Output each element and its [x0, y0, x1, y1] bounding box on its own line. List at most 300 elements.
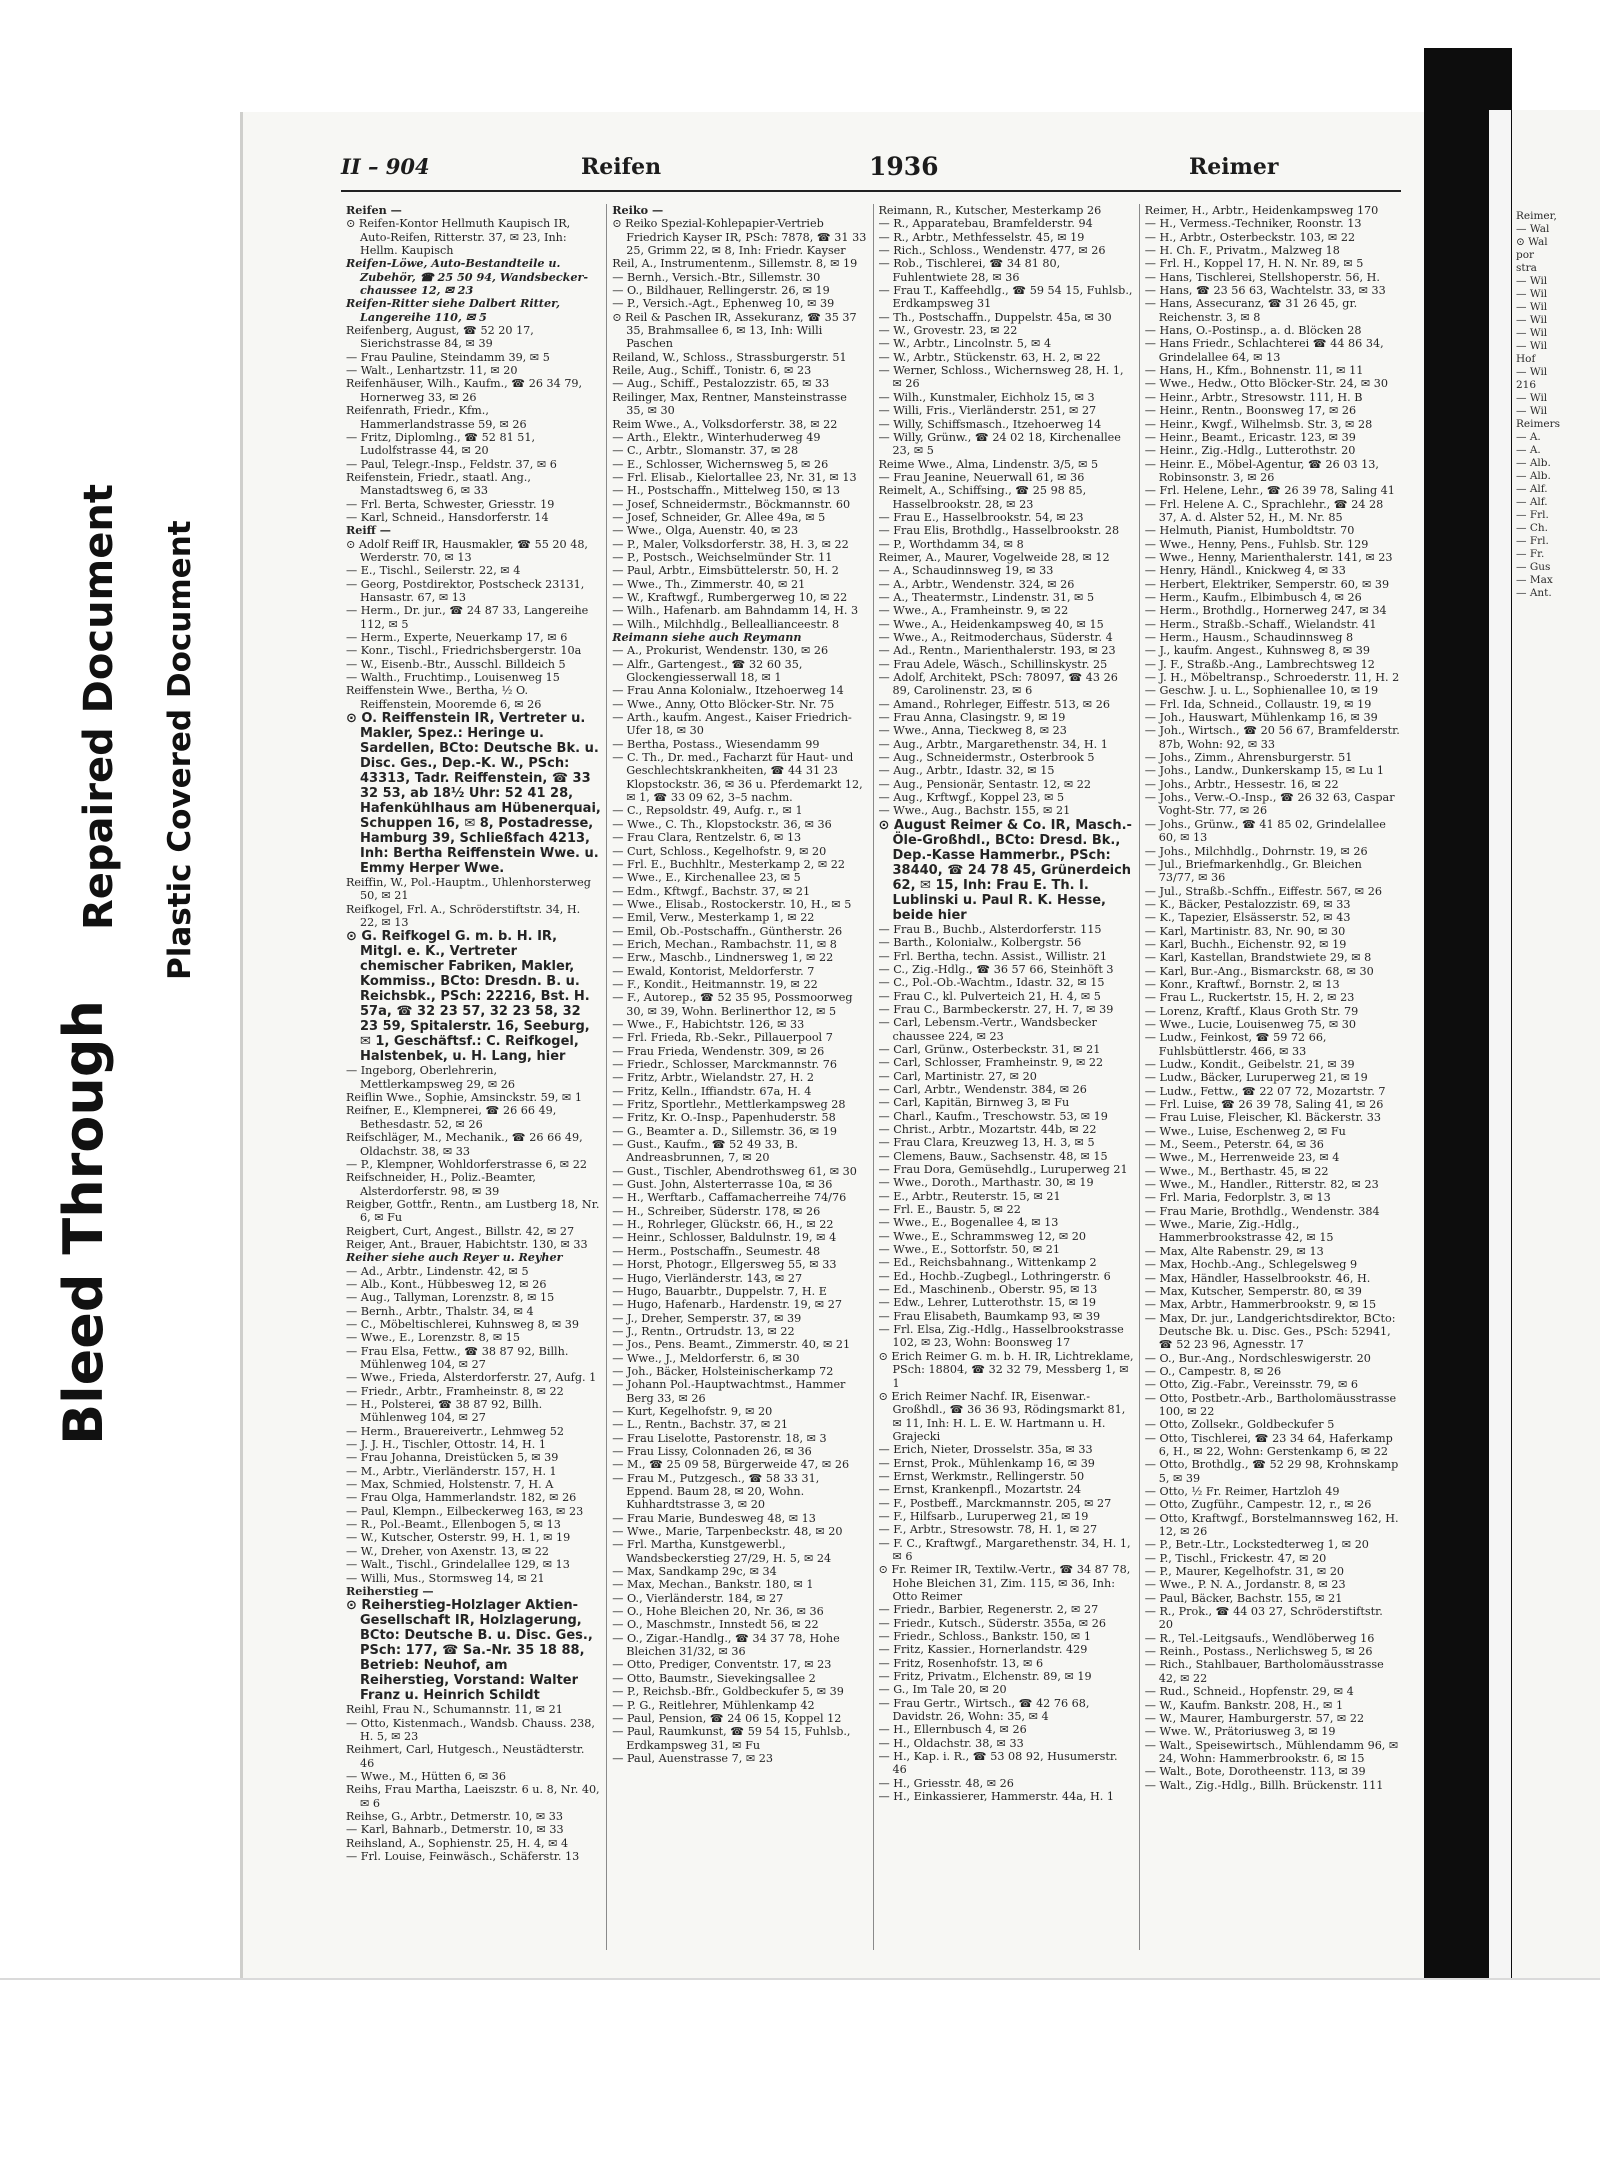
directory-entry: — Aug., Pensionär, Sentastr. 12, ✉ 22 — [878, 777, 1092, 791]
scan-bottom-edge — [0, 1978, 1600, 1980]
directory-entry: — Bernh., Versich.-Btr., Sillemstr. 30 — [612, 270, 821, 284]
directory-entry: ⊙ Adolf Reiff IR, Hausmakler, ☎ 55 20 48, Werderstr. 70, ✉ 13 — [346, 537, 588, 564]
directory-entry: — Frl. Elsa, Zig.-Hdlg., Hasselbrookstrasse 102, ✉ 23, Wohn: Boonsweg 17 — [878, 1323, 1124, 1350]
directory-entry: — Otto, Zugführ., Campestr. 12, r., ✉ 26 — [1144, 1498, 1372, 1512]
directory-entry: ⊙ Erich Reimer Nachf. IR, Eisenwar.-Großhdl., ☎ 36 36 93, Rödingsmarkt 81, ✉ 11, Inh: H. L. E. W. Hartmann u. H. Grajecki — [878, 1389, 1126, 1443]
directory-entry: — Frau Anna Kolonialw., Itzehoerweg 14 — [612, 684, 844, 698]
directory-entry: — Hugo, Vierländerstr. 143, ✉ 27 — [612, 1271, 803, 1285]
directory-entry: — Paul, Telegr.-Insp., Feldstr. 37, ✉ 6 — [346, 457, 557, 471]
header-first-name: Reifen — [581, 154, 662, 180]
adjacent-fragment-line: — A. — [1516, 431, 1541, 443]
directory-entry: — Johs., Verw.-O.-Insp., ☎ 26 32 63, Caspar Voght-Str. 77, ✉ 26 — [1144, 791, 1395, 818]
directory-entry: — A., Theatermstr., Lindenstr. 31, ✉ 5 — [878, 590, 1095, 604]
directory-entry: — Emil, Ob.-Postschaffn., Güntherstr. 26 — [612, 924, 843, 938]
directory-entry: — Wwe., M., Hütten 6, ✉ 36 — [346, 1769, 506, 1783]
directory-entry: — P., Worthdamm 34, ✉ 8 — [878, 537, 1024, 551]
directory-entry: — Aug., Schiff., Pestalozzistr. 65, ✉ 33 — [612, 377, 830, 391]
directory-entry: Reiland, W., Schloss., Strassburgerstr. 51 — [612, 350, 847, 364]
directory-entry: — H., Oldachstr. 38, ✉ 33 — [878, 1736, 1024, 1750]
directory-entry: — Max, Schmied, Holstenstr. 7, H. A — [346, 1478, 554, 1492]
directory-entry: — Helmuth, Pianist, Humboldtstr. 70 — [1144, 524, 1355, 538]
directory-entry: — Frl. H., Koppel 17, H. N. Nr. 89, ✉ 5 — [1144, 257, 1364, 271]
directory-entry: — Wilh., Kunstmaler, Eichholz 15, ✉ 3 — [878, 390, 1095, 404]
directory-entry: — J., kaufm. Angest., Kuhnsweg 8, ✉ 39 — [1144, 644, 1371, 658]
directory-entry: — Herm., Brauereivertr., Lehmweg 52 — [346, 1424, 564, 1438]
directory-entry: — Wwe., M., Herrenweide 23, ✉ 4 — [1144, 1151, 1340, 1165]
directory-entry: — Otto, Kistenmach., Wandsb. Chauss. 238, H. 5, ✉ 23 — [346, 1716, 595, 1743]
directory-entry: — Ernst, Prok., Mühlenkamp 16, ✉ 39 — [878, 1456, 1095, 1470]
directory-entry: — Aug., Krftwgf., Koppel 23, ✉ 5 — [878, 791, 1065, 805]
directory-entry: Reiffin, W., Pol.-Hauptm., Uhlenhorsterweg 50, ✉ 21 — [346, 876, 591, 903]
directory-entry: — Max, Alte Rabenstr. 29, ✉ 13 — [1144, 1244, 1324, 1258]
directory-entry: — E., Arbtr., Reuterstr. 15, ✉ 21 — [878, 1189, 1061, 1203]
directory-entry: — P. G., Reitlehrer, Mühlenkamp 42 — [612, 1698, 815, 1712]
directory-entry: — Otto, Brothdlg., ☎ 52 29 98, Krohnskamp 5, ✉ 39 — [1144, 1458, 1399, 1485]
directory-entry: — Carl, Arbtr., Wendenstr. 384, ✉ 26 — [878, 1082, 1087, 1096]
directory-entry: — W., Arbtr., Stückenstr. 63, H. 2, ✉ 22 — [878, 350, 1101, 364]
adjacent-fragment-line: Reimer, — [1516, 210, 1557, 222]
directory-entry: — K., Tapezier, Elsässerstr. 52, ✉ 43 — [1144, 911, 1351, 925]
directory-entry: — Frau T., Kaffeehdlg., ☎ 59 54 15, Fuhlsb., Erdkampsweg 31 — [878, 284, 1133, 311]
directory-entry: Reifschläger, M., Mechanik., ☎ 26 66 49, Oldachstr. 38, ✉ 33 — [346, 1131, 583, 1158]
directory-entry: — Wwe., Elisab., Rostockerstr. 10, H., ✉ 5 — [612, 897, 852, 911]
directory-entry: — H., Polsterei, ☎ 38 87 92, Billh. Mühlenweg 104, ✉ 27 — [346, 1398, 543, 1425]
directory-entry: Reihmert, Carl, Hutgesch., Neustädterstr. 46 — [346, 1743, 585, 1770]
directory-entry: — Otto, ½ Fr. Reimer, Hartzloh 49 — [1144, 1485, 1340, 1498]
directory-entry: — Karl, Bahnarb., Detmerstr. 10, ✉ 33 — [346, 1823, 564, 1837]
directory-entry: — Heinr., Beamt., Ericastr. 123, ✉ 39 — [1144, 430, 1356, 444]
adjacent-fragment-line: — Wil — [1516, 275, 1548, 287]
directory-entry: — Frau L., Ruckertstr. 15, H. 2, ✉ 23 — [1144, 991, 1355, 1005]
directory-entry: — Frl. Maria, Fedorplstr. 3, ✉ 13 — [1144, 1191, 1331, 1205]
directory-entry: — Carl, Kapitän, Birnweg 3, ✉ Fu — [878, 1096, 1070, 1110]
directory-entry: Reime Wwe., Alma, Lindenstr. 3/5, ✉ 5 — [878, 457, 1099, 471]
directory-entry: — Frau Frieda, Wendenstr. 309, ✉ 26 — [612, 1044, 825, 1058]
directory-entry: — Joh., Hauswart, Mühlenkamp 16, ✉ 39 — [1144, 711, 1378, 725]
directory-entry: — Ed., Maschinenb., Oberstr. 95, ✉ 13 — [878, 1283, 1098, 1297]
directory-entry: — P., Maler, Volksdorferstr. 38, H. 3, ✉ 22 — [612, 537, 849, 551]
adjacent-fragment-line: ⊙ Wal — [1516, 236, 1548, 248]
directory-entry: ⊙ Reiko Spezial-Kohlepapier-Vertrieb Friedrich Kayser IR, PSch: 7878, ☎ 31 33 25, Grimm 22, ✉ 8, Inh: Friedr. Kayser — [612, 217, 867, 258]
directory-entry: — Herm., Brothdlg., Hornerweg 247, ✉ 34 — [1144, 604, 1387, 618]
directory-entry: — Rud., Schneid., Hopfenstr. 29, ✉ 4 — [1144, 1685, 1354, 1699]
directory-entry: — Frl. E., Baustr. 5, ✉ 22 — [878, 1203, 1021, 1217]
adjacent-fragment-line: — Alf. — [1516, 483, 1548, 495]
directory-entry: — Bertha, Postass., Wiesendamm 99 — [612, 737, 820, 751]
header-year: 1936 — [869, 152, 939, 181]
directory-entry: — Bernh., Arbtr., Thalstr. 34, ✉ 4 — [346, 1304, 534, 1318]
directory-entry: — Otto, Zollsekr., Goldbeckufer 5 — [1144, 1418, 1335, 1432]
directory-entry: — Alb., Kont., Hübbesweg 12, ✉ 26 — [346, 1277, 547, 1291]
directory-entry: — Wwe., Frieda, Alsterdorferstr. 27, Aufg. 1 — [346, 1371, 597, 1385]
directory-entry: — Herm., Straßb.-Schaff., Wielandstr. 41 — [1144, 617, 1377, 631]
directory-entry: — Hans, H., Kfm., Bohnenstr. 11, ✉ 11 — [1144, 364, 1364, 378]
directory-entry: — Gust., Tischler, Abendrothsweg 61, ✉ 30 — [612, 1164, 857, 1178]
directory-entry: — M., Seem., Peterstr. 64, ✉ 36 — [1144, 1138, 1324, 1152]
directory-entry: Reifkogel, Frl. A., Schröderstiftstr. 34, H. 22, ✉ 13 — [346, 902, 581, 930]
directory-entry: — Frau Clara, Rentzelstr. 6, ✉ 13 — [612, 831, 802, 845]
directory-entry: — Horst, Photogr., Ellgersweg 55, ✉ 33 — [612, 1258, 837, 1272]
directory-entry: Reifen-Löwe, Auto-Bestandteile u. Zubehör, ☎ 25 50 94, Wandsbecker-chaussee 12, ✉ 23 — [346, 256, 589, 298]
directory-entry: — Max, Dr. jur., Landgerichtsdirektor, BCto: Deutsche Bk. u. Disc. Ges., PSch: 52941, ☎ 52 23 96, Agnesstr. 17 — [1144, 1311, 1396, 1352]
directory-entry: Reiherstieg — — [346, 1583, 434, 1598]
directory-entry: — Paul, Auenstrasse 7, ✉ 23 — [612, 1751, 774, 1765]
directory-entry: — Frau Lissy, Colonnaden 26, ✉ 36 — [612, 1444, 812, 1458]
directory-entry: — Aug., Tallyman, Lorenzstr. 8, ✉ 15 — [346, 1291, 555, 1305]
column-1 — [341, 204, 607, 1950]
directory-entry: — O., Bur.-Ang., Nordschleswigerstr. 20 — [1144, 1351, 1371, 1365]
directory-entry: — P., Reichsb.-Bfr., Goldbeckufer 5, ✉ 39 — [612, 1685, 844, 1699]
directory-entry: — Ed., Reichsbahnang., Wittenkamp 2 — [878, 1256, 1097, 1270]
directory-entry: Reimer, H., Arbtr., Heidenkampsweg 170 — [1144, 204, 1379, 217]
directory-entry: — R., Prok., ☎ 44 03 27, Schröderstiftstr. 20 — [1144, 1605, 1383, 1632]
directory-entry: — E., Tischl., Seilerstr. 22, ✉ 4 — [346, 564, 521, 578]
directory-entry: — H., Werftarb., Caffamacherreihe 74/76 — [612, 1191, 847, 1205]
directory-entry: — Walt., Lenhartzstr. 11, ✉ 20 — [346, 364, 518, 378]
directory-entry: Reimann, R., Kutscher, Mesterkamp 26 — [878, 204, 1102, 217]
directory-entry: — W., Arbtr., Lincolnstr. 5, ✉ 4 — [878, 337, 1052, 351]
adjacent-fragment-line: — A. — [1516, 444, 1541, 456]
directory-entry: — Frau Olga, Hammerlandstr. 182, ✉ 26 — [346, 1491, 577, 1505]
directory-entry: — Heinr., Kwgf., Wilhelmsb. Str. 3, ✉ 28 — [1144, 417, 1373, 431]
directory-entry: — F. C., Kraftwgf., Margarethenstr. 34, H. 1, ✉ 6 — [878, 1536, 1131, 1563]
directory-entry: — Wwe., E., Schrammsweg 12, ✉ 20 — [878, 1229, 1086, 1243]
directory-entry: — F., Postbeff., Marckmannstr. 205, ✉ 27 — [878, 1496, 1112, 1510]
directory-entry: — Heinr., Arbtr., Stresowstr. 111, H. B — [1144, 390, 1363, 404]
directory-entry: — Friedr., Barbier, Regenerstr. 2, ✉ 27 — [878, 1603, 1099, 1617]
directory-entry: — F., Autorep., ☎ 52 35 95, Possmoorweg 30, ✉ 39, Wohn. Berlinerthor 12, ✉ 5 — [612, 991, 853, 1018]
directory-entry: — Paul, Bäcker, Bachstr. 155, ✉ 21 — [1144, 1591, 1343, 1605]
directory-entry: — Fritz, Kassier., Hornerlandstr. 429 — [878, 1643, 1088, 1657]
directory-entry: — Frl. Bertha, techn. Assist., Willistr. 21 — [878, 949, 1107, 963]
directory-entry: Reifen — — [346, 204, 402, 217]
directory-entry: — O., Zigar.-Handlg., ☎ 34 37 78, Hohe Bleichen 31/32, ✉ 36 — [612, 1631, 840, 1659]
directory-entry: — C., Arbtr., Slomanstr. 37, ✉ 28 — [612, 444, 799, 458]
directory-entry: — P., Postsch., Weichselmünder Str. 11 — [612, 550, 833, 564]
adjacent-fragment-line: — Max — [1516, 574, 1553, 586]
directory-entry: — Georg, Postdirektor, Postscheck 23131, Hansastr. 67, ✉ 13 — [346, 577, 585, 604]
directory-entry: — Rich., Stahlbauer, Bartholomäusstrasse 42, ✉ 22 — [1144, 1658, 1384, 1685]
directory-entry: — Heinr., Rentn., Boonsweg 17, ✉ 26 — [1144, 404, 1357, 418]
adjacent-fragment-line: — Ant. — [1516, 587, 1552, 599]
directory-entry: — P., Versich.-Agt., Ephenweg 10, ✉ 39 — [612, 297, 835, 311]
directory-entry: — H., Kap. i. R., ☎ 53 08 92, Husumerstr. 46 — [878, 1750, 1118, 1777]
adjacent-fragment-line: — Wil — [1516, 340, 1548, 352]
directory-entry: — W., Kutscher, Osterstr. 99, H. 1, ✉ 19 — [346, 1531, 571, 1545]
directory-entry: — H., Arbtr., Osterbeckstr. 103, ✉ 22 — [1144, 230, 1356, 244]
directory-entry: — Wwe., A., Heidenkampsweg 40, ✉ 15 — [878, 617, 1104, 631]
directory-entry: — J. H., Möbeltransp., Schroederstr. 11, H. 2 — [1144, 671, 1400, 685]
directory-entry: — Herm., Experte, Neuerkamp 17, ✉ 6 — [346, 631, 568, 644]
directory-entry: — Ludw., Fettw., ☎ 22 07 72, Mozartstr. 7 — [1144, 1084, 1386, 1098]
directory-entry: — Wwe., Th., Zimmerstr. 40, ✉ 21 — [612, 577, 806, 591]
directory-entry: — Edw., Lehrer, Lutterothstr. 15, ✉ 19 — [878, 1296, 1096, 1310]
directory-entry: — Frau C., kl. Pulverteich 21, H. 4, ✉ 5 — [878, 989, 1101, 1003]
directory-entry: — Frau B., Buchb., Alsterdorferstr. 115 — [878, 922, 1102, 936]
adjacent-fragment-line: 216 — [1516, 379, 1537, 391]
directory-entry: — P., Klempner, Wohldorferstrasse 6, ✉ 22 — [346, 1157, 587, 1171]
directory-entry: — Friedr., Schlosser, Marckmannstr. 76 — [612, 1058, 837, 1071]
directory-entry: — Otto, Tischlerei, ☎ 23 34 64, Haferkamp 6, H., ✉ 22, Wohn: Gerstenkamp 6, ✉ 22 — [1144, 1431, 1393, 1458]
adjacent-page-text — [1512, 110, 1600, 600]
directory-entry: — A., Prokurist, Wendenstr. 130, ✉ 26 — [612, 644, 829, 658]
directory-entry: — Friedr., Kutsch., Süderstr. 355a, ✉ 26 — [878, 1616, 1106, 1630]
directory-entry: — Friedr., Arbtr., Framheinstr. 8, ✉ 22 — [346, 1384, 564, 1398]
directory-entry: — P., Tischl., Frickestr. 47, ✉ 20 — [1144, 1551, 1327, 1565]
directory-entry: — Erich, Nieter, Drosselstr. 35a, ✉ 33 — [878, 1443, 1093, 1457]
directory-entry: — Walt., Tischl., Grindelallee 129, ✉ 13 — [346, 1558, 570, 1572]
directory-entry: — W., Dreher, von Axenstr. 13, ✉ 22 — [346, 1544, 549, 1558]
directory-entry: — R., Apparatebau, Bramfelderstr. 94 — [878, 217, 1093, 231]
directory-entry: Reihs, Frau Martha, Laeiszstr. 6 u. 8, Nr. 40, ✉ 6 — [346, 1783, 600, 1810]
adjacent-fragment-line: — Alb. — [1516, 470, 1551, 482]
directory-entry: — Walt., Bote, Dorotheenstr. 113, ✉ 39 — [1144, 1765, 1366, 1779]
directory-entry: — Karl, Schneid., Hansdorferstr. 14 — [346, 510, 549, 524]
directory-entry: — Wwe., Hedw., Otto Blöcker-Str. 24, ✉ 30 — [1144, 377, 1388, 391]
directory-entry: — Jul., Straßb.-Schffn., Eiffestr. 567, ✉ 26 — [1144, 884, 1382, 898]
adjacent-fragment-line: — Gus — [1516, 561, 1551, 573]
directory-entry: — Carl, Martinistr. 27, ✉ 20 — [878, 1069, 1037, 1083]
directory-entry: — Aug., Schneidermstr., Osterbrook 5 — [878, 751, 1095, 765]
directory-entry: Reigber, Gottfr., Rentn., am Lustberg 18, Nr. 6, ✉ Fu — [346, 1197, 600, 1225]
directory-entry: — Gust. John, Alsterterrasse 10a, ✉ 36 — [612, 1178, 833, 1192]
directory-entry: — Carl, Lebensm.-Vertr., Wandsbecker chaussee 224, ✉ 23 — [878, 1016, 1097, 1043]
directory-entry: — O., Vierländerstr. 184, ✉ 27 — [612, 1591, 784, 1605]
directory-entry: — Erw., Maschb., Lindnersweg 1, ✉ 22 — [612, 951, 834, 965]
directory-entry: — Max, Händler, Hasselbrookstr. 46, H. — [1144, 1271, 1371, 1285]
directory-entry: — Wwe., Lucie, Louisenweg 75, ✉ 30 — [1144, 1017, 1357, 1031]
directory-entry: Reimelt, A., Schiffsing., ☎ 25 98 85, Hasselbrookstr. 28, ✉ 23 — [878, 484, 1087, 511]
directory-entry: Reile, Aug., Schiff., Tonistr. 6, ✉ 23 — [612, 364, 812, 378]
directory-entry: Reifenberg, August, ☎ 52 20 17, Sierichstrasse 84, ✉ 39 — [346, 324, 534, 351]
directory-entry: — Ad., Rentn., Marienthalerstr. 193, ✉ 23 — [878, 644, 1116, 658]
directory-entry: — Frau Elsa, Fettw., ☎ 38 87 92, Billh. Mühlenweg 104, ✉ 27 — [346, 1344, 569, 1371]
directory-entry: — Hans Friedr., Schlachterei ☎ 44 86 34, Grindelallee 64, ✉ 13 — [1144, 337, 1384, 364]
directory-entry: — W., Grovestr. 23, ✉ 22 — [878, 324, 1018, 338]
directory-entry: — Ludw., Kondit., Geibelstr. 21, ✉ 39 — [1144, 1058, 1355, 1071]
directory-entry: — Ludw., Feinkost, ☎ 59 72 66, Fuhlsbüttlerstr. 466, ✉ 33 — [1144, 1031, 1327, 1058]
directory-entry: — Max, Mechan., Bankstr. 180, ✉ 1 — [612, 1578, 814, 1592]
directory-entry: — Wwe., Aug., Bachstr. 155, ✉ 21 — [878, 804, 1071, 818]
directory-entry: — Wwe., E., Lorenzstr. 8, ✉ 15 — [346, 1331, 521, 1345]
directory-entry: — Lorenz, Kraftf., Klaus Groth Str. 79 — [1144, 1004, 1359, 1018]
directory-entry: — L., Rentn., Bachstr. 37, ✉ 21 — [612, 1418, 789, 1432]
directory-entry: ⊙ G. Reifkogel G. m. b. H. IR, Mitgl. e. K., Vertreter chemischer Fabriken, Makler, Kommiss., BCto: Dresdn. B. u. Reichsbk., PSch: 22216, Bst. H. 57a, ☎ 32 23 57, 32 23 58, 32 23 59, Spitalerstr. 16, Seeburg, ✉ 1, Geschäftsf.: C. Reifkogel, Halstenbek, u. H. Lang, hier — [346, 929, 590, 1065]
directory-entry: — Emil, Verw., Mesterkamp 1, ✉ 22 — [612, 911, 815, 925]
directory-entry: — Max, Sandkamp 29c, ✉ 34 — [612, 1565, 777, 1579]
directory-entry: — C., Repsoldstr. 49, Aufg. r., ✉ 1 — [612, 804, 803, 818]
directory-entry: Reifner, E., Klempnerei, ☎ 26 66 49, Bethesdastr. 52, ✉ 26 — [346, 1104, 557, 1131]
directory-entry: — Frau C., Barmbeckerstr. 27, H. 7, ✉ 39 — [878, 1002, 1114, 1016]
adjacent-page-fragment — [1512, 110, 1600, 1978]
directory-entry: — F., Kondit., Heitmannstr. 19, ✉ 22 — [612, 977, 818, 991]
directory-entry: — W., Kaufm. Bankstr. 208, H., ✉ 1 — [1144, 1698, 1344, 1712]
repaired-document-label: Repaired Document — [76, 484, 122, 930]
directory-entry: — J., Rentn., Ortrudstr. 13, ✉ 22 — [612, 1324, 795, 1338]
directory-entry: — Carl, Grünw., Osterbeckstr. 31, ✉ 21 — [878, 1042, 1101, 1056]
directory-entry: Reimann siehe auch Reymann — [612, 630, 802, 644]
directory-entry: — Frau E., Hasselbrookstr. 54, ✉ 23 — [878, 510, 1084, 524]
directory-entry: — J. J. H., Tischler, Ottostr. 14, H. 1 — [346, 1438, 547, 1452]
directory-entry: — Herbert, Elektriker, Semperstr. 60, ✉ 39 — [1144, 577, 1390, 591]
directory-entry: — Max, Arbtr., Hammerbrookstr. 9, ✉ 15 — [1144, 1298, 1377, 1312]
directory-entry: — Frau Jeanine, Neuerwall 61, ✉ 36 — [878, 470, 1085, 484]
directory-entry: — Geschw. J. u. L., Sophienallee 10, ✉ 19 — [1144, 684, 1379, 698]
directory-entry: — H., Griesstr. 48, ✉ 26 — [878, 1776, 1014, 1790]
directory-entry: — Wwe., E., Kirchenallee 23, ✉ 5 — [612, 871, 801, 885]
directory-entry: — Wwe., Luise, Eschenweg 2, ✉ Fu — [1144, 1124, 1346, 1138]
directory-entry: — Wwe., M., Berthastr. 45, ✉ 22 — [1144, 1164, 1329, 1178]
directory-entry: — Th., Postschaffn., Duppelstr. 45a, ✉ 30 — [878, 310, 1112, 324]
directory-entry: — Frau Anna, Clasingstr. 9, ✉ 19 — [878, 711, 1066, 725]
directory-entry: — Frau Adele, Wäsch., Schillinskystr. 25 — [878, 657, 1108, 671]
directory-entry: — Frl. Helene, Lehr., ☎ 26 39 78, Saling 41 — [1144, 484, 1395, 498]
directory-entry: Reifen-Ritter siehe Dalbert Ritter, Langereihe 110, ✉ 5 — [346, 296, 561, 324]
directory-entry: Reifenrath, Friedr., Kfm., Hammerlandstrasse 59, ✉ 26 — [346, 404, 527, 431]
directory-entry: — Johs., Arbtr., Hessestr. 16, ✉ 22 — [1144, 777, 1339, 791]
directory-entry: — Barth., Kolonialw., Kolbergstr. 56 — [878, 936, 1082, 950]
directory-entry: — G., Beamter a. D., Sillemstr. 36, ✉ 19 — [612, 1124, 837, 1138]
directory-entry: — Willy, Grünw., ☎ 24 02 18, Kirchenallee 23, ✉ 5 — [878, 430, 1121, 458]
directory-entry: — H., Vermess.-Techniker, Roonstr. 13 — [1144, 217, 1362, 231]
bleed-through-label: Bleed Through — [52, 1000, 115, 1445]
column-4 — [1140, 204, 1405, 1950]
directory-entry: — Henry, Händl., Knickweg 4, ✉ 33 — [1144, 564, 1346, 578]
adjacent-fragment-line: — Wil — [1516, 405, 1548, 417]
directory-entry: — W., Kraftwgf., Rumbergerweg 10, ✉ 22 — [612, 590, 848, 604]
directory-entry: — Herm., Dr. jur., ☎ 24 87 33, Langereihe 112, ✉ 5 — [346, 604, 589, 631]
directory-entry: ⊙ Reil & Paschen IR, Assekuranz, ☎ 35 37 35, Brahmsallee 6, ✉ 13, Inh: Willi Paschen — [612, 310, 857, 351]
adjacent-fragment-line: Hof — [1516, 353, 1536, 365]
directory-entry: — Wwe., A., Reitmoderchaus, Süderstr. 4 — [878, 631, 1113, 644]
directory-entry: — Karl, Bur.-Ang., Bismarckstr. 68, ✉ 30 — [1144, 964, 1374, 978]
directory-entry: — Konr., Tischl., Friedrichsbergerstr. 10a — [346, 644, 582, 658]
directory-entry: — Max, Kutscher, Semperstr. 80, ✉ 39 — [1144, 1284, 1362, 1298]
directory-entry: Reiflin Wwe., Sophie, Amsinckstr. 59, ✉ 1 — [346, 1091, 582, 1105]
directory-entry: — Gust., Kaufm., ☎ 52 49 33, B. Andreasbrunnen, 7, ✉ 20 — [612, 1138, 798, 1165]
directory-entry: — Johs., Landw., Dunkerskamp 15, ✉ Lu 1 — [1144, 764, 1384, 778]
directory-entry: — Johs., Grünw., ☎ 41 85 02, Grindelallee 60, ✉ 13 — [1144, 817, 1386, 845]
directory-entry: — Jos., Pens. Beamt., Zimmerstr. 40, ✉ 21 — [612, 1338, 851, 1352]
directory-entry: — A., Arbtr., Wendenstr. 324, ✉ 26 — [878, 577, 1075, 591]
directory-entry: — Wwe., F., Habichtstr. 126, ✉ 33 — [612, 1017, 805, 1031]
directory-entry: — Otto, Postbetr.-Arb., Bartholomäusstrasse 100, ✉ 22 — [1144, 1391, 1397, 1418]
directory-entry: — H., Rohrleger, Glückstr. 66, H., ✉ 22 — [612, 1218, 834, 1232]
adjacent-fragment-line: — Wil — [1516, 327, 1548, 339]
directory-entry: — Herm., Postschaffn., Seumestr. 48 — [612, 1244, 821, 1258]
directory-entry: — Herm., Hausm., Schaudinnsweg 8 — [1144, 631, 1354, 644]
directory-entry: — Rob., Tischlerei, ☎ 34 81 80, Fuhlentwiete 28, ✉ 36 — [878, 257, 1061, 284]
directory-entry: — Arth., Elektr., Winterhuderweg 49 — [612, 430, 821, 444]
directory-entry: — H., Schreiber, Süderstr. 178, ✉ 26 — [612, 1204, 821, 1218]
directory-entry: — Johs., Milchhdlg., Dohrnstr. 19, ✉ 26 — [1144, 844, 1368, 858]
directory-entry: — Frau Pauline, Steindamm 39, ✉ 5 — [346, 350, 550, 364]
directory-entry: — Otto, Kraftwgf., Borstelmannsweg 162, H. 12, ✉ 26 — [1144, 1511, 1399, 1539]
directory-entry: ⊙ Reiherstieg-Holzlager Aktien-Gesellschaft IR, Holzlagerung, BCto: Deutsche B. u. Disc. Ges., PSch: 177, ☎ Sa.-Nr. 35 18 88, Betrieb: Neuhof, am Reiherstieg, Vorstand: Walter Franz u. Heinrich Schildt — [346, 1598, 593, 1704]
directory-entry: — Ed., Hochb.-Zugbegl., Lothringerstr. 6 — [878, 1269, 1111, 1283]
adjacent-fragment-line: — Fr. — [1516, 548, 1545, 560]
directory-entry: ⊙ August Reimer & Co. IR, Masch.-Öle-Großhdl., BCto: Dresd. Bk., Dep.-Kasse Hammerbr., PSch: 38440, ☎ 24 78 45, Grünerdeich 62, ✉ 15, Inh: Frau E. Th. I. Lublinski u. Paul R. K. Hesse, beide hier — [878, 817, 1132, 923]
directory-entry: — J. F., Straßb.-Ang., Lambrechtsweg 12 — [1144, 657, 1375, 671]
directory-entry: — Johs., Zimm., Ahrensburgerstr. 51 — [1144, 751, 1353, 765]
directory-entry: — C., Zig.-Hdlg., ☎ 36 57 66, Steinhöft 3 — [878, 962, 1114, 976]
adjacent-fragment-line: — Frl. — [1516, 535, 1549, 547]
directory-entry: — Paul, Raumkunst, ☎ 59 54 15, Fuhlsb., Erdkampsweg 31, ✉ Fu — [612, 1725, 851, 1752]
directory-entry: — Herm., Kaufm., Elbimbusch 4, ✉ 26 — [1144, 590, 1362, 604]
directory-entry: — Adolf, Architekt, PSch: 78097, ☎ 43 26 89, Carolinenstr. 23, ✉ 6 — [878, 671, 1118, 698]
directory-entry: Reigbert, Curt, Angest., Billstr. 42, ✉ 27 — [346, 1224, 575, 1238]
directory-entry: — Fritz, Sportlehr., Mettlerkampsweg 28 — [612, 1098, 846, 1112]
directory-entry: — Aug., Arbtr., Margarethenstr. 34, H. 1 — [878, 737, 1108, 751]
directory-entry: — Josef, Schneidermstr., Böckmannstr. 60 — [612, 497, 851, 511]
adjacent-fragment-line: — Wil — [1516, 301, 1548, 313]
page-number: II – 904 — [341, 154, 430, 179]
directory-entry: — Frau Gertr., Wirtsch., ☎ 42 76 68, Davidstr. 26, Wohn: 35, ✉ 4 — [878, 1696, 1090, 1724]
adjacent-fragment-line: — Wal — [1516, 223, 1550, 235]
directory-entry: — C. Th., Dr. med., Facharzt für Haut- und Geschlechtskrankheiten, ☎ 44 31 23 Klopstockstr. 36, ✉ 36 u. Pferdemarkt 12, ✉ 1, ☎ 33 09 62, 3–5 nachm. — [612, 751, 863, 805]
adjacent-fragment-line: — Wil — [1516, 288, 1548, 300]
adjacent-fragment-line: — Alb. — [1516, 457, 1551, 469]
directory-entry: — A., Schaudinnsweg 19, ✉ 33 — [878, 564, 1054, 578]
directory-entry: — H., Ellernbusch 4, ✉ 26 — [878, 1723, 1027, 1737]
adjacent-fragment-line: — Ch. — [1516, 522, 1548, 534]
directory-entry: — Wwe., M., Handler., Ritterstr. 82, ✉ 23 — [1144, 1178, 1379, 1192]
directory-entry: — P., Maurer, Kegelhofstr. 31, ✉ 20 — [1144, 1565, 1345, 1579]
directory-entry: — Hans, Tischlerei, Stellshoperstr. 56, H. — [1144, 270, 1380, 284]
directory-entry: — Fritz, Kr. O.-Insp., Papenhuderstr. 58 — [612, 1111, 836, 1125]
directory-entry: — R., Arbtr., Methfesselstr. 45, ✉ 19 — [878, 230, 1085, 244]
directory-entry: — Wwe., Anna, Tieckweg 8, ✉ 23 — [878, 724, 1067, 738]
directory-entry: — Hugo, Hafenarb., Hardenstr. 19, ✉ 27 — [612, 1298, 842, 1312]
directory-entry: — Walth., Fruchtimp., Louisenweg 15 — [346, 671, 560, 685]
directory-entry: — Carl, Schlosser, Framheinstr. 9, ✉ 22 — [878, 1056, 1104, 1070]
directory-entry: — Hans, Assecuranz, ☎ 31 26 45, gr. Reichenstr. 3, ✉ 8 — [1144, 297, 1358, 324]
directory-entry: — Wwe., Marie, Zig.-Hdlg., Hammerbrookstrasse 42, ✉ 15 — [1144, 1218, 1334, 1245]
adjacent-fragment-line: stra — [1516, 262, 1537, 274]
directory-entry: — Frl. Elisab., Kielortallee 23, Nr. 31, ✉ 13 — [612, 470, 857, 484]
directory-entry: — Heinr. E., Möbel-Agentur, ☎ 26 03 13, Robinsonstr. 3, ✉ 26 — [1144, 457, 1379, 484]
directory-entry: Reil, A., Instrumentenm., Sillemstr. 8, ✉ 19 — [612, 257, 858, 271]
directory-entry: — Josef, Schneider, Gr. Allee 49a, ✉ 5 — [612, 510, 826, 524]
directory-entry: — Wwe., P. N. A., Jordanstr. 8, ✉ 23 — [1144, 1578, 1346, 1592]
directory-entry: — Walt., Speisewirtsch., Mühlendamm 96, ✉ 24, Wohn: Hammerbrookstr. 6, ✉ 15 — [1144, 1738, 1399, 1765]
directory-entry: — J., Dreher, Semperstr. 37, ✉ 39 — [612, 1311, 802, 1325]
directory-entry: — Fritz, Diplomlng., ☎ 52 81 51, Ludolfstrasse 44, ✉ 20 — [346, 430, 536, 458]
directory-entry: — Frl. Ida, Schneid., Collaustr. 19, ✉ 19 — [1144, 697, 1372, 711]
directory-entry: — Konr., Kraftwf., Bornstr. 2, ✉ 13 — [1144, 977, 1340, 991]
directory-entry: — E., Schlosser, Wichernsweg 5, ✉ 26 — [612, 457, 829, 471]
directory-entry: — Willi, Mus., Stormsweg 14, ✉ 21 — [346, 1571, 545, 1585]
directory-entry: — Wwe., Doroth., Marthastr. 30, ✉ 19 — [878, 1176, 1094, 1190]
directory-entry: — M., ☎ 25 09 58, Bürgerweide 47, ✉ 26 — [612, 1458, 850, 1472]
directory-entry: — Wilh., Milchhdlg., Belleallianceestr. 8 — [612, 617, 840, 631]
directory-entry: — Wwe., Marie, Tarpenbeckstr. 48, ✉ 20 — [612, 1525, 843, 1539]
directory-entry: — Wwe., Henny, Marienthalerstr. 141, ✉ 23 — [1144, 550, 1393, 564]
directory-entry: Reihl, Frau N., Schumannstr. 11, ✉ 21 — [346, 1703, 563, 1717]
directory-page — [240, 112, 1427, 1978]
directory-entry: ⊙ Erich Reimer G. m. b. H. IR, Lichtreklame, PSch: 18804, ☎ 32 32 79, Messberg 1, ✉ 1 — [878, 1349, 1134, 1390]
adjacent-fragment-line: — Frl. — [1516, 509, 1549, 521]
directory-entry: — Frau M., Putzgesch., ☎ 58 33 31, Eppend. Baum 28, ✉ 20, Wohn. Kuhhardtstrasse 3, ✉ 20 — [612, 1471, 820, 1512]
directory-entry: — Frau Clara, Kreuzweg 13, H. 3, ✉ 5 — [878, 1136, 1095, 1150]
directory-entry: — Paul, Klempn., Eilbeckerweg 163, ✉ 23 — [346, 1504, 584, 1518]
directory-entry: — Wwe., C. Th., Klopstockstr. 36, ✉ 36 — [612, 817, 832, 831]
adjacent-fragment-line: — Alf. — [1516, 496, 1548, 508]
directory-entry: — Otto, Baumstr., Sievekingsallee 2 — [612, 1671, 816, 1685]
directory-entry: — Frau Elis, Brothdlg., Hasselbrookstr. 28 — [878, 524, 1120, 538]
directory-entry: — Hans, ☎ 23 56 63, Wachtelstr. 33, ✉ 33 — [1144, 284, 1386, 298]
directory-entry: Reilinger, Max, Rentner, Mansteinstrasse 35, ✉ 30 — [612, 390, 847, 418]
